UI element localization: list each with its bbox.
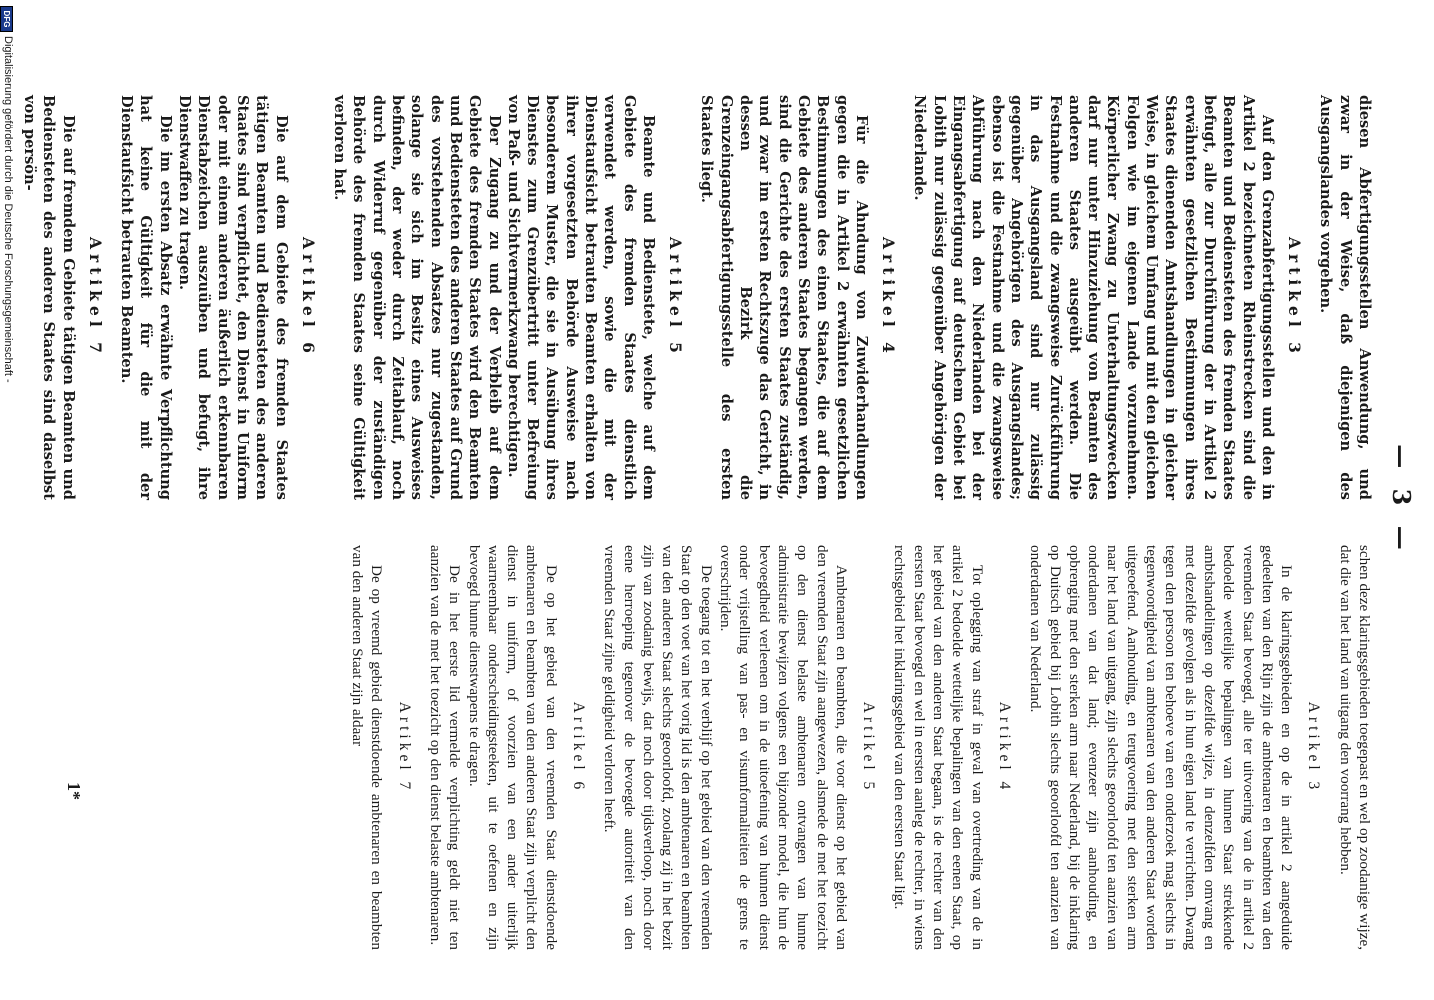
digitization-footer [0, 0, 14, 1000]
dutch-column [84, 545, 1374, 950]
dutch-article-4-title: Artikel 4 [995, 701, 1013, 794]
german-column [21, 95, 1374, 500]
german-article-4-title: Artikel 4 [879, 237, 899, 358]
dutch-article-7-title: Artikel 7 [395, 701, 413, 794]
german-article-6-title: Artikel 6 [298, 237, 318, 358]
german-article-3-text: Auf den Grenzabfertigungsstellen und den in Artikel 2 bezeichneten Rheinstrecken sind die Beamten und Bediensteten des fremden Staates befugt, alle zur Durchführung der in Artikel 2 erwähnten gesetzlichen Bestimmungen ihres Staates dienenden Amtshandlungen in gleicher Weise, in gleichem Umfang und mit den gleichen Folgen wie im eigenen Lande vorzunehmen. Körperlicher Zwang zu Unterhaltungszwecken darf nur unter Hinzuziehung von Beamten des anderen Staates ausgeübt werden. Die Festnahme und die zwangsweise Zurückführung in das Ausgangsland sind nur zulässig gegenüber Angehörigen des Ausgangslandes; ebenso ist die Festnahme und die zwangsweise Abführung nach den Niederlanden bei der Eingangsabfertigung auf deutschem Gebiet bei Lobith nur zulässig gegenüber Angehörigen der Niederlande. [911, 95, 1276, 500]
dutch-article-3-title: Artikel 3 [1305, 701, 1323, 794]
page-number: — 3 — [1387, 444, 1416, 556]
german-article-3-title: Artikel 3 [1285, 237, 1305, 358]
dfg-logo-icon: DFG [0, 6, 13, 32]
german-article-5-title: Artikel 5 [666, 237, 686, 358]
signature-mark: 1* [64, 782, 84, 800]
german-article-6-para-2: Die im ersten Absatz erwähnte Verpflichtung hat keine Gültigkeit für die mit der Dienstaufsicht betrauten Beamten. [118, 95, 174, 500]
dutch-article-6-para-1: De op het gebied van den vreemden Staat dienstdoende ambtenaren en beambten van den anderen Staat zijn verplicht den dienst in uniform, of voorzien van een ander uiterlijk waarneembaar onderscheidingsteeken, uit te oefenen en zijn bevoegd hunne dienstwapens te dragen. [465, 545, 560, 950]
german-article-7-text: Die auf fremdem Gebiete tätigen Beamten und Bediensteten des anderen Staates sind daselbst von persön- [21, 95, 77, 500]
german-article-5-para-1: Beamte und Bedienstete, welche auf dem Gebiete des fremden Staates dienstlich verwendet werden, sowie die mit der Dienstaufsicht betrauten Beamten erhalten von ihrer vorgesetzten Behörde Ausweise nach besonderem Muster, die sie in Ausübung ihres Dienstes zum Grenzübertritt unter Befreiung von Paß- und Sichtvermerkzwang berechtigen. [504, 95, 657, 500]
dutch-article-6-para-2: De in het eerste lid vermelde verplichting geldt niet ten aanzien van de met het toezicht op den dienst belaste ambtenaren. [426, 545, 464, 950]
german-article-4-text: Für die Ahndung von Zuwiderhandlungen gegen die in Artikel 2 erwähnten gesetzlichen Bestimmungen des einen Staates, die auf dem Gebiete des anderen Staates begangen werden, sind die Gerichte des ersten Staates zuständig, und zwar im ersten Rechtszuge das Gericht, in dessen Bezirk die Grenzeingangsabfertigungsstelle des ersten Staates liegt. [698, 95, 870, 500]
dutch-article-5-para-2: De toegang tot en het verblijf op het gebied van den vreemden Staat op den voet van het vorig lid is den ambtenaren en beambten van den anderen Staat slechts geoorloofd, zoolang zij in het bezit zijn van zoodanig bewijs, dat noch door tijdsverloop, noch door eene herroeping tegenover de bevoegde autoriteit van den vreemden Staat zijne geldigheid verloren heeft. [601, 545, 715, 950]
german-article-5-para-2: Der Zugang zu und der Verbleib auf dem Gebiete des fremden Staates wird den Beamten und Bediensteten des anderen Staates auf Grund des vorstehenden Absatzes nur zugestanden, solange sie sich im Besitz eines Ausweises befinden, der weder durch Zeitablauf, noch durch Widerruf gegenüber der zuständigen Behörde des fremden Staates seine Gültigkeit verloren hat. [331, 95, 503, 500]
dutch-article-3-text: In de klaringsgebieden en op de in artikel 2 aangeduide gedeelten van den Rijn zijn de ambtenaren en beambten van den vreemden Staat bevoegd, alle ter uitvoering van de in artikel 2 bedoelde wettelijke bepalingen van hunnen Staat strekkende ambtshandelingen op dezelfde wijze, in denzelfden omvang en met dezelfde gevolgen als in hun eigen land te verrichten. Dwang tegen den persoon ten behoeve van een onderzoek mag slechts in tegenwoordigheid van ambtenaren van den anderen Staat worden uitgeoefend. Aanhouding, en terugvoering met den sterken arm naar het land van uitgang, zijn slechts geoorloofd ten aanzien van onderdanen van dat land; evenzeer zijn aanhouding, en opbrenging met den sterken arm naar Nederland, bij de inklaring op Duitsch gebied bij Lobith slechts geoorloofd ten aanzien van onderdanen van Nederland. [1027, 545, 1296, 950]
dutch-article-5-title: Artikel 5 [860, 701, 878, 794]
german-article-7-title: Artikel 7 [85, 237, 105, 358]
dutch-article-6-title: Artikel 6 [570, 701, 588, 794]
dutch-article-5-para-1: Ambtenaren en beambten, die voor dienst op het gebied van den vreemden Staat zijn aangewezen, alsmede de met het toezicht op den dienst belaste ambtenaren ontvangen van hunne administratie bewijzen volgens een bijzonder model, die hun de bevoegdheid verleenen om in de uitoefening van hunnen dienst onder vrijstelling van pas- en visumformaliteiten de grens te overschrijden. [717, 545, 850, 950]
german-article-6-para-1: Die auf dem Gebiete des fremden Staates tätigen Beamten und Bediensteten des anderen Staates sind verpflichtet, den Dienst in Uniform oder mit einem anderen äußerlich erkennbaren Dienstabzeichen auszuüben und befugt, ihre Dienstwaffen zu tragen. [176, 95, 290, 500]
dutch-intro: schen deze klaringsgebieden toegepast en wel op zoodanige wijze, dat die van het land van uitgang den voorrang hebben. [1336, 545, 1373, 950]
dutch-article-7-text: De op vreemd gebied dienstdoende ambtenaren en beambten van den anderen Staat zijn aldaar [349, 545, 386, 950]
footer-text: Digitalisierung gefördert durch die Deutsche Forschungsgemeinschaft - [2, 36, 14, 383]
dutch-article-4-text: Tot oplegging van straf in geval van overtreding van de in artikel 2 bedoelde wettelijke bepalingen van den eenen Staat, op het gebied van den anderen Staat begaan, is de rechter van den eersten Staat bevoegd en wel in eersten aanleg de rechter, in wiens rechtsgebied het inklaringsgebied van den eersten Staat ligt. [891, 545, 986, 950]
german-intro: diesen Abfertigungsstellen Anwendung, und zwar in der Weise, daß diejenigen des Ausgangslandes vorgehen. [1317, 95, 1373, 500]
